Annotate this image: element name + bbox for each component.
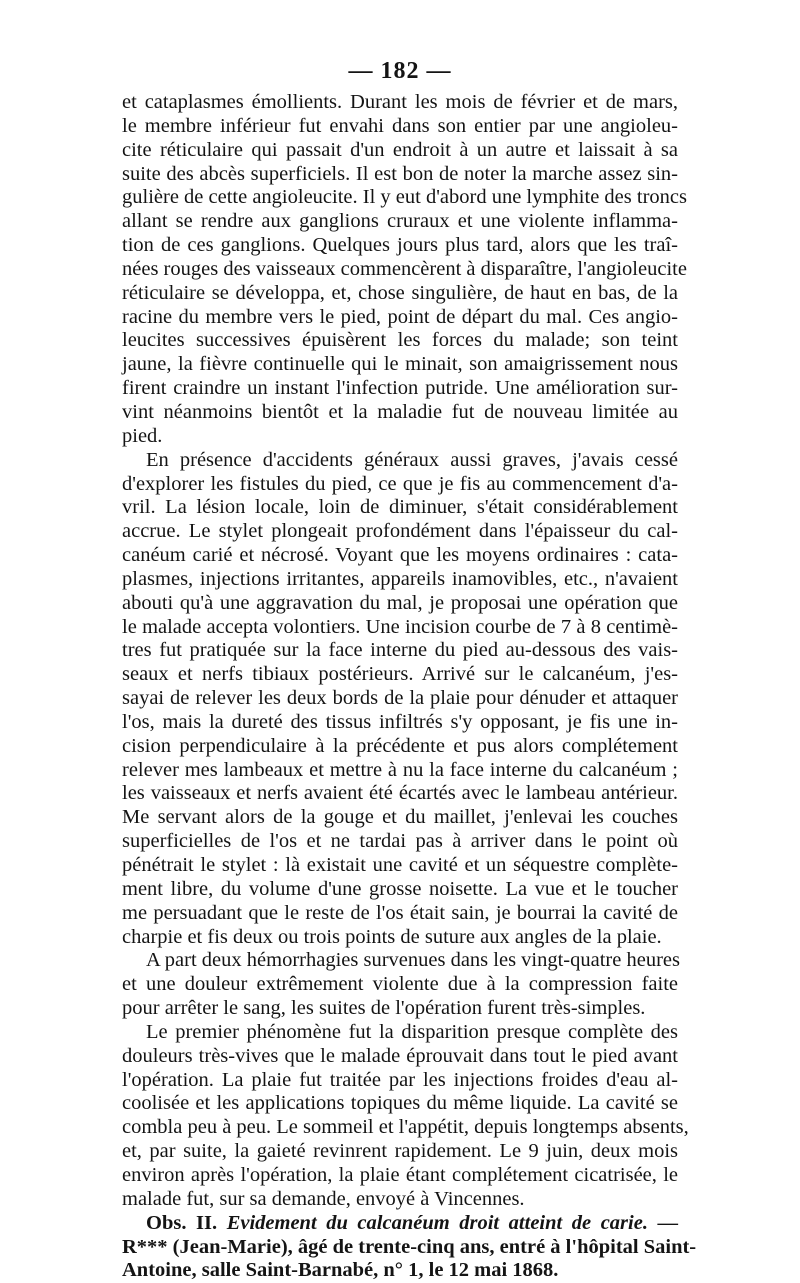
text-line: vint néanmoins bientôt et la maladie fut de nouveau limitée au xyxy=(122,400,678,423)
text-line: jaune, la fièvre continuelle qui le minait, son amaigrissement nous xyxy=(122,353,678,376)
text-line: ment libre, du volume d'une grosse noisette. La vue et le toucher xyxy=(122,877,678,900)
text-line: A part deux hémorrhagies survenues dans les vingt-quatre heures xyxy=(146,949,680,972)
observation-heading xyxy=(122,1212,678,1236)
observation-dash: — xyxy=(657,1211,679,1234)
observation-label: Obs. II. xyxy=(146,1211,218,1234)
observation-admission-line: Antoine, salle Saint-Barnabé, n° 1, le 12 mai 1868. xyxy=(122,1259,559,1282)
text-line: combla peu à peu. Le sommeil et l'appétit, depuis longtemps absents, xyxy=(122,1116,689,1139)
text-line: me persuadant que le reste de l'os était sain, je bourrai la cavité de xyxy=(122,901,678,924)
text-line: cision perpendiculaire à la précédente et pus alors complétement xyxy=(122,734,678,757)
text-line: plasmes, injections irritantes, appareils inamovibles, etc., n'avaient xyxy=(122,567,678,590)
observation-patient-line: R*** (Jean-Marie), âgé de trente-cinq ans, entré à l'hôpital Saint- xyxy=(122,1235,697,1258)
text-line: d'explorer les fistules du pied, ce que je fis au commencement d'a- xyxy=(122,472,678,495)
page-number: — 182 — xyxy=(348,58,452,84)
text-line: Le premier phénomène fut la disparition presque complète des xyxy=(146,1020,678,1043)
body-text xyxy=(122,91,697,1283)
text-line: abouti qu'à une aggravation du mal, je proposai une opération que xyxy=(122,591,678,614)
text-line: et une douleur extrêmement violente due à la compression faite xyxy=(122,973,678,996)
text-line: pénétrait le stylet : là existait une cavité et un séquestre complète- xyxy=(122,854,678,876)
text-line: superficielles de l'os et ne tardai pas à arriver dans le point où xyxy=(122,830,678,853)
text-line: l'os, mais la dureté des tissus infiltrés s'y opposant, je fis une in- xyxy=(122,710,678,733)
text-line: sayai de relever les deux bords de la plaie pour dénuder et attaquer xyxy=(122,687,678,710)
text-line: En présence d'accidents généraux aussi graves, j'avais cessé xyxy=(146,448,678,471)
text-line: environ après l'opération, la plaie étant complétement cicatrisée, le xyxy=(122,1163,678,1186)
text-line: gulière de cette angioleucite. Il y eut d'abord une lymphite des troncs xyxy=(122,186,687,209)
text-line: vril. La lésion locale, loin de diminuer, s'était considérablement xyxy=(122,496,678,519)
text-line: réticulaire se développa, et, chose singulière, de haut en bas, de la xyxy=(122,281,678,304)
text-line: pied. xyxy=(122,424,163,447)
text-line: nées rouges des vaisseaux commencèrent à disparaître, l'angioleucite xyxy=(122,257,687,280)
text-line: tres fut pratiquée sur la face interne du pied au-dessous des vais- xyxy=(122,639,678,662)
text-line: accrue. Le stylet plongeait profondément dans l'épaisseur du cal- xyxy=(122,520,678,543)
text-line: coolisée et les applications topiques du même liquide. La cavité se xyxy=(122,1092,678,1115)
text-line: l'opération. La plaie fut traitée par les injections froides d'eau al- xyxy=(122,1068,678,1091)
text-line: racine du membre vers le pied, point de départ du mal. Ces angio- xyxy=(122,305,678,328)
text-line: charpie et fis deux ou trois points de suture aux angles de la plaie. xyxy=(122,925,662,948)
text-line: Me servant alors de la gouge et du maillet, j'enlevai les couches xyxy=(122,806,678,829)
text-line: douleurs très-vives que le malade éprouvait dans tout le pied avant xyxy=(122,1044,678,1067)
text-line: seaux et nerfs tibiaux postérieurs. Arrivé sur le calcanéum, j'es- xyxy=(122,663,678,686)
observation-title: Evidement du calcanéum droit atteint de carie. xyxy=(226,1211,648,1234)
text-line: les vaisseaux et nerfs avaient été écartés avec le lambeau antérieur. xyxy=(122,782,678,805)
text-line: pour arrêter le sang, les suites de l'opération furent très-simples. xyxy=(122,997,646,1020)
text-line: malade fut, sur sa demande, envoyé à Vincennes. xyxy=(122,1187,525,1210)
text-line: canéum carié et nécrosé. Voyant que les moyens ordinaires : cata- xyxy=(122,544,678,567)
text-line: tion de ces ganglions. Quelques jours plus tard, alors que les traî- xyxy=(122,234,678,257)
text-line: relever mes lambeaux et mettre à nu la face interne du calcanéum ; xyxy=(122,758,678,781)
text-line: et, par suite, la gaieté revinrent rapidement. Le 9 juin, deux mois xyxy=(122,1140,678,1163)
text-line: et cataplasmes émollients. Durant les mois de février et de mars, xyxy=(122,91,678,113)
text-line: le malade accepta volontiers. Une incision courbe de 7 à 8 centimè- xyxy=(122,615,678,638)
text-line: firent craindre un instant l'infection putride. Une amélioration sur- xyxy=(122,377,678,400)
text-line: leucites successives épuisèrent les forces du malade; son teint xyxy=(122,329,678,352)
text-line: allant se rendre aux ganglions cruraux et une violente inflamma- xyxy=(122,210,678,233)
text-line: suite des abcès superficiels. Il est bon de noter la marche assez sin- xyxy=(122,162,678,185)
text-line: cite réticulaire qui passait d'un endroit à un autre et laissait à sa xyxy=(122,138,678,161)
text-line: le membre inférieur fut envahi dans son entier par une angioleu- xyxy=(122,114,678,137)
